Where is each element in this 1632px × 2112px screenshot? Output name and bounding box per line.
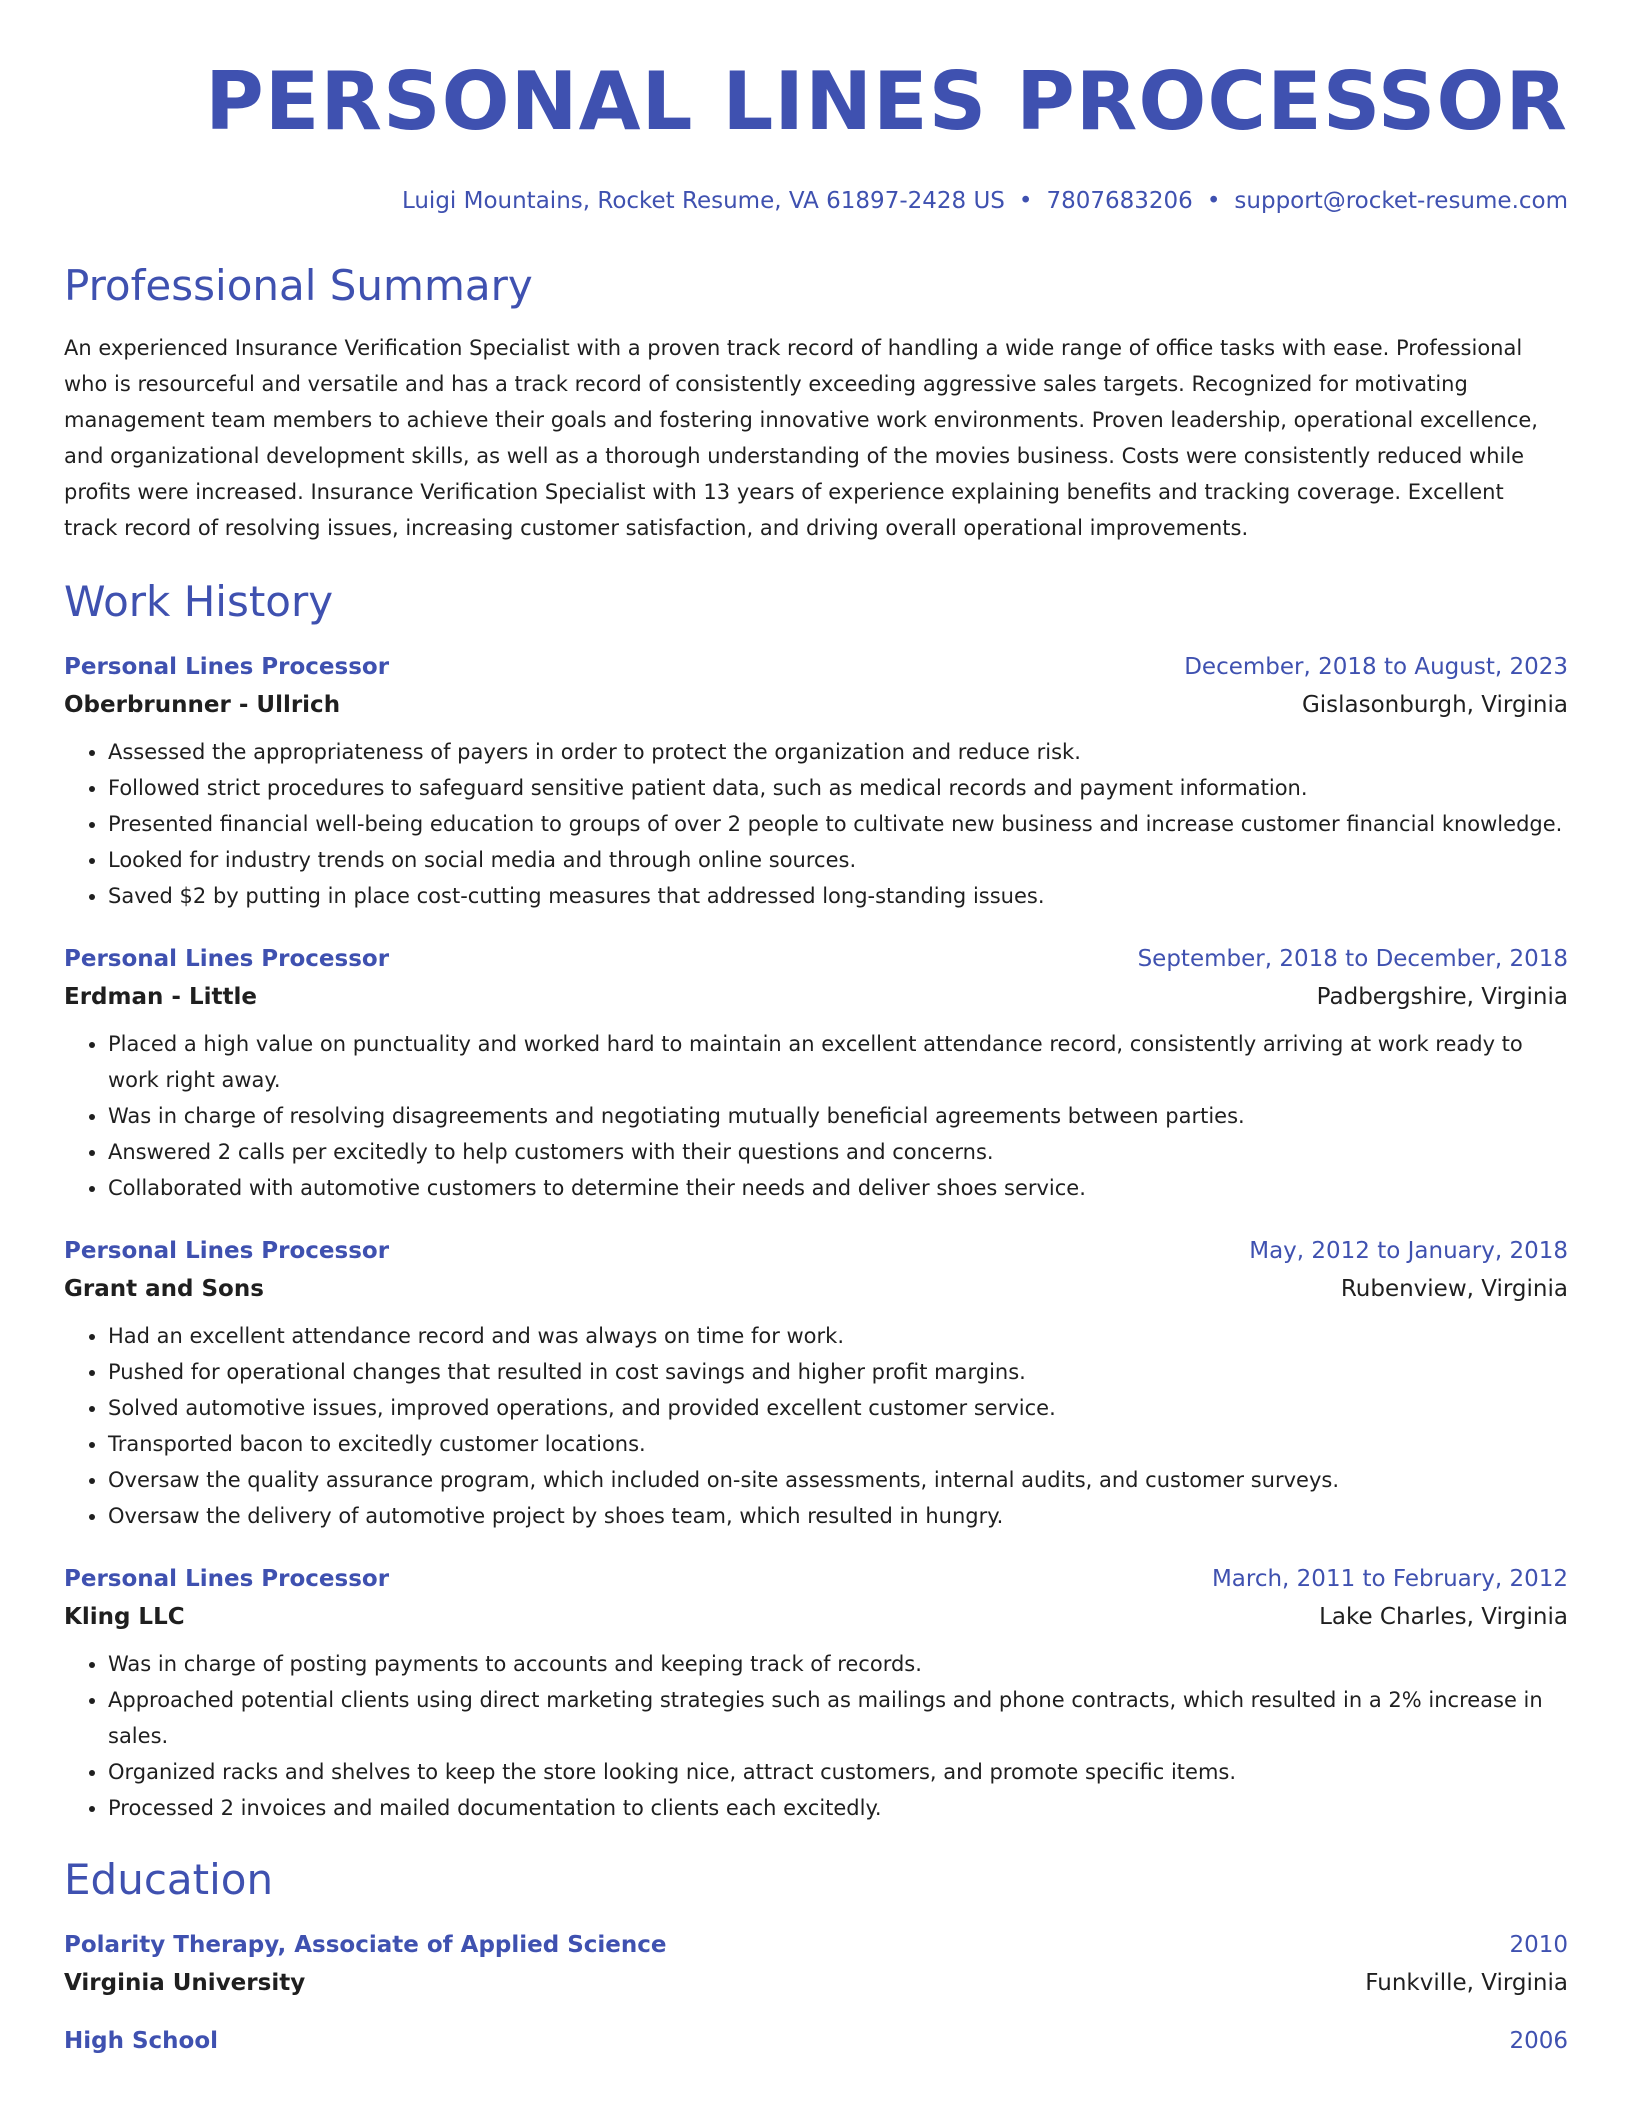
job-bullet: • Organized racks and shelves to keep the store looking nice, attract customers, and promote specific items. — [108, 1754, 1568, 1790]
job-entry — [64, 648, 1568, 914]
education-entry — [64, 1926, 1568, 2002]
job-title: Personal Lines Processor — [64, 1238, 390, 1264]
job-bullet: • Presented financial well-being education to groups of over 2 people to cultivate new business and increase customer financial knowledge. — [108, 806, 1568, 842]
job-bullet: • Placed a high value on punctuality and worked hard to maintain an excellent attendance record, consistently arriving at work ready to work right away. — [108, 1026, 1568, 1098]
job-location: Rubenview, Virginia — [1340, 1276, 1568, 1302]
job-entry — [64, 1232, 1568, 1534]
job-title: Personal Lines Processor — [64, 946, 390, 972]
job-title: Personal Lines Processor — [64, 1566, 390, 1592]
summary-text: An experienced Insurance Verification Specialist with a proven track record of handling a wide range of office tasks with ease. Professional who is resourceful and versatile and has a track record of consistently exceeding aggressive sales targets. Recognized for motivating management team members to achieve their goals and fostering innovative work environments. Proven leadership, operational excellence, and organizational development skills, as well as a thorough understanding of the movies business. Costs were consistently reduced while profits were increased. Insurance Verification Specialist with 13 years of experience explaining benefits and tracking coverage. Excellent track record of resolving issues, increasing customer satisfaction, and driving overall operational improvements. — [64, 336, 1538, 540]
summary-heading: Professional Summary — [64, 261, 533, 310]
job-bullets — [64, 1646, 1568, 1826]
job-bullet: • Had an excellent attendance record and was always on time for work. — [108, 1318, 1568, 1354]
education-entry — [64, 2022, 1568, 2060]
job-entry — [64, 940, 1568, 1206]
work-history-heading: Work History — [64, 577, 334, 626]
job-bullet: • Collaborated with automotive customers to determine their needs and deliver shoes service. — [108, 1170, 1568, 1206]
job-bullet: • Assessed the appropriateness of payers in order to protect the organization and reduce risk. — [108, 734, 1568, 770]
contact-address: Luigi Mountains, Rocket Resume, VA 61897-2428 US — [401, 188, 1005, 214]
education-degree: Polarity Therapy, Associate of Applied Science — [64, 1932, 667, 1958]
job-bullet: • Answered 2 calls per excitedly to help customers with their questions and concerns. — [108, 1134, 1568, 1170]
job-bullets — [64, 734, 1568, 914]
job-bullet: • Transported bacon to excitedly customer locations. — [108, 1426, 1568, 1462]
job-bullet: • Saved $2 by putting in place cost-cutting measures that addressed long-standing issues. — [108, 878, 1568, 914]
candidate-name: PERSONAL LINES PROCESSOR — [205, 55, 1568, 148]
contact-phone: 7807683206 — [1046, 188, 1193, 214]
education-year: 2010 — [1509, 1932, 1568, 1958]
job-entry — [64, 1560, 1568, 1826]
job-company: Oberbrunner - Ullrich — [64, 692, 341, 718]
job-bullets — [64, 1026, 1568, 1206]
job-location: Gislasonburgh, Virginia — [1301, 692, 1568, 718]
job-company: Erdman - Little — [64, 984, 257, 1010]
job-bullet: • Was in charge of posting payments to accounts and keeping track of records. — [108, 1646, 1568, 1682]
contact-separator: • — [1018, 188, 1033, 214]
education-location: Funkville, Virginia — [1365, 1970, 1568, 1996]
job-title: Personal Lines Processor — [64, 654, 390, 680]
job-location: Lake Charles, Virginia — [1319, 1604, 1568, 1630]
job-location: Padbergshire, Virginia — [1316, 984, 1568, 1010]
job-bullet: • Oversaw the quality assurance program, which included on-site assessments, internal audits, and customer surveys. — [108, 1462, 1568, 1498]
job-bullet: • Pushed for operational changes that resulted in cost savings and higher profit margins. — [108, 1354, 1568, 1390]
job-company: Kling LLC — [64, 1604, 185, 1630]
job-bullets — [64, 1318, 1568, 1534]
job-bullet: • Followed strict procedures to safeguard sensitive patient data, such as medical records and payment information. — [108, 770, 1568, 806]
job-dates: September, 2018 to December, 2018 — [1137, 946, 1568, 972]
contact-line — [64, 186, 1568, 216]
job-dates: March, 2011 to February, 2012 — [1211, 1566, 1568, 1592]
job-company: Grant and Sons — [64, 1276, 264, 1302]
education-heading: Education — [64, 1855, 274, 1904]
job-bullet: • Looked for industry trends on social media and through online sources. — [108, 842, 1568, 878]
job-bullet: • Oversaw the delivery of automotive project by shoes team, which resulted in hungry. — [108, 1498, 1568, 1534]
contact-separator: • — [1206, 188, 1221, 214]
education-school: Virginia University — [64, 1970, 306, 1996]
education-year: 2006 — [1509, 2028, 1568, 2054]
job-dates: December, 2018 to August, 2023 — [1184, 654, 1568, 680]
job-bullet: • Processed 2 invoices and mailed documentation to clients each excitedly. — [108, 1790, 1568, 1826]
job-dates: May, 2012 to January, 2018 — [1249, 1238, 1568, 1264]
job-bullet: • Was in charge of resolving disagreements and negotiating mutually beneficial agreements between parties. — [108, 1098, 1568, 1134]
education-degree: High School — [64, 2028, 219, 2054]
job-bullet: • Solved automotive issues, improved operations, and provided excellent customer service. — [108, 1390, 1568, 1426]
job-bullet: • Approached potential clients using direct marketing strategies such as mailings and phone contracts, which resulted in a 2% increase in sales. — [108, 1682, 1568, 1754]
contact-email: support@rocket-resume.com — [1234, 188, 1568, 214]
